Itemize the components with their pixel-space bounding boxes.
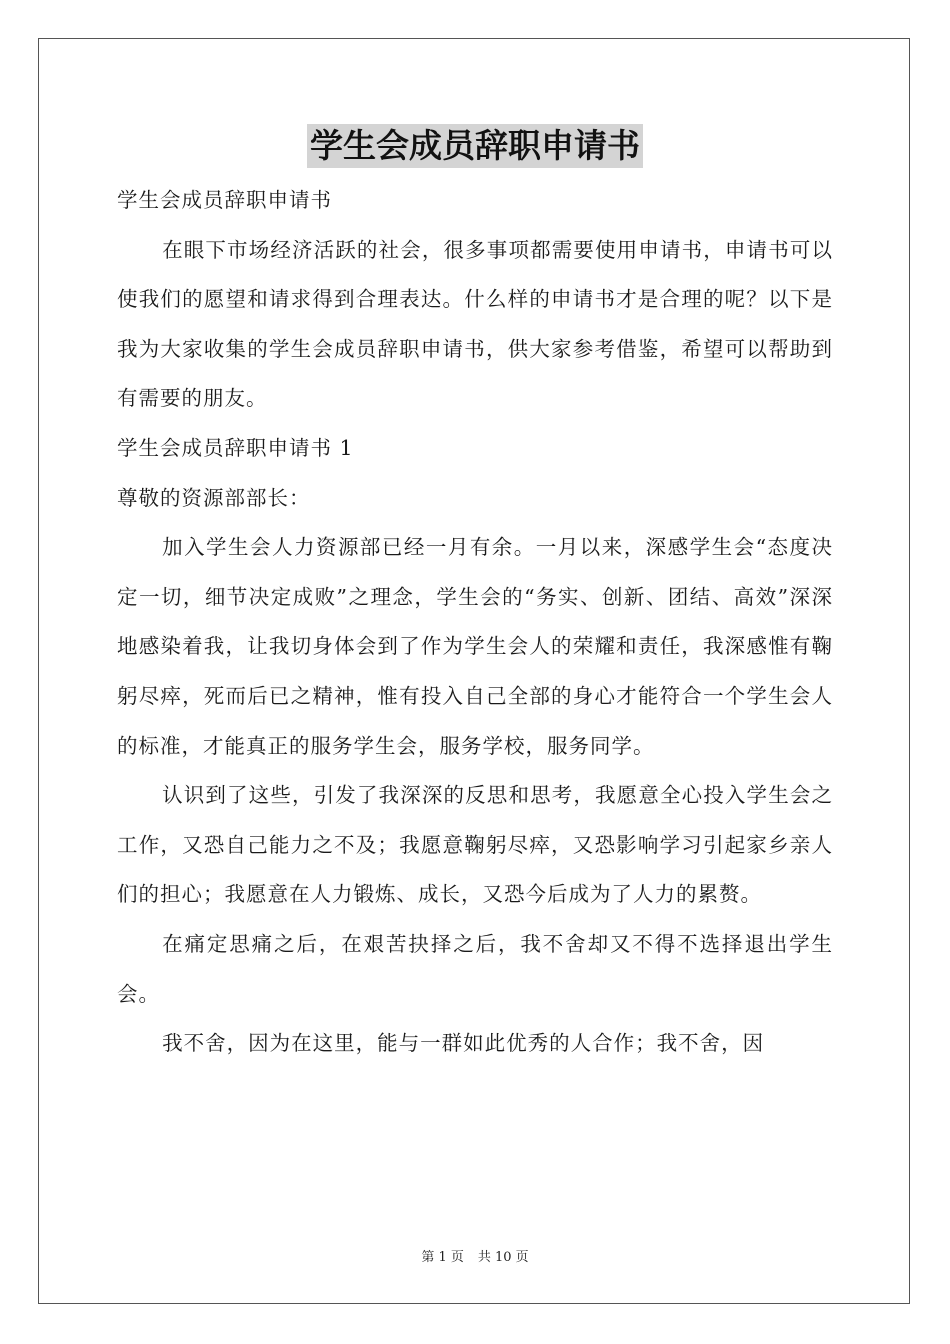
paragraph: 尊敬的资源部部长：	[117, 485, 311, 510]
document-body	[117, 176, 833, 1069]
page-number: 第 1 页	[421, 1250, 464, 1265]
paragraph: 学生会成员辞职申请书	[117, 188, 332, 212]
title-container	[0, 124, 950, 168]
paragraph: 在眼下市场经济活跃的社会，很多事项都需要使用申请书，申请书可以使我们的愿望和请求得到合理表达。什么样的申请书才是合理的呢？以下是我为大家收集的学生会成员辞职申请书，供大家参考借鉴，希望可以帮助到有需要的朋友。	[117, 237, 833, 411]
page-footer	[0, 1246, 950, 1265]
paragraph: 我不舍，因为在这里，能与一群如此优秀的人合作；我不舍，因	[162, 1031, 765, 1056]
paragraph: 认识到了这些，引发了我深深的反思和思考，我愿意全心投入学生会之工作，又恐自己能力之不及；我愿意鞠躬尽瘁，又恐影响学习引起家乡亲人们的担心；我愿意在人力锻炼、成长，又恐今后成为了人力的累赘。	[117, 783, 833, 907]
document-title: 学生会成员辞职申请书	[307, 124, 643, 168]
paragraph: 加入学生会人力资源部已经一月有余。一月以来，深感学生会“态度决定一切，细节决定成败”之理念，学生会的“务实、创新、团结、高效”深深地感染着我，让我切身体会到了作为学生会人的荣耀和责任，我深感惟有鞠躬尽瘁，死而后已之精神，惟有投入自己全部的身心才能符合一个学生会人的标准，才能真正的服务学生会，服务学校，服务同学。	[117, 535, 833, 758]
page-total: 共 10 页	[477, 1250, 529, 1265]
paragraph: 学生会成员辞职申请书 1	[117, 435, 354, 460]
paragraph: 在痛定思痛之后，在艰苦抉择之后，我不舍却又不得不选择退出学生会。	[117, 931, 833, 1006]
